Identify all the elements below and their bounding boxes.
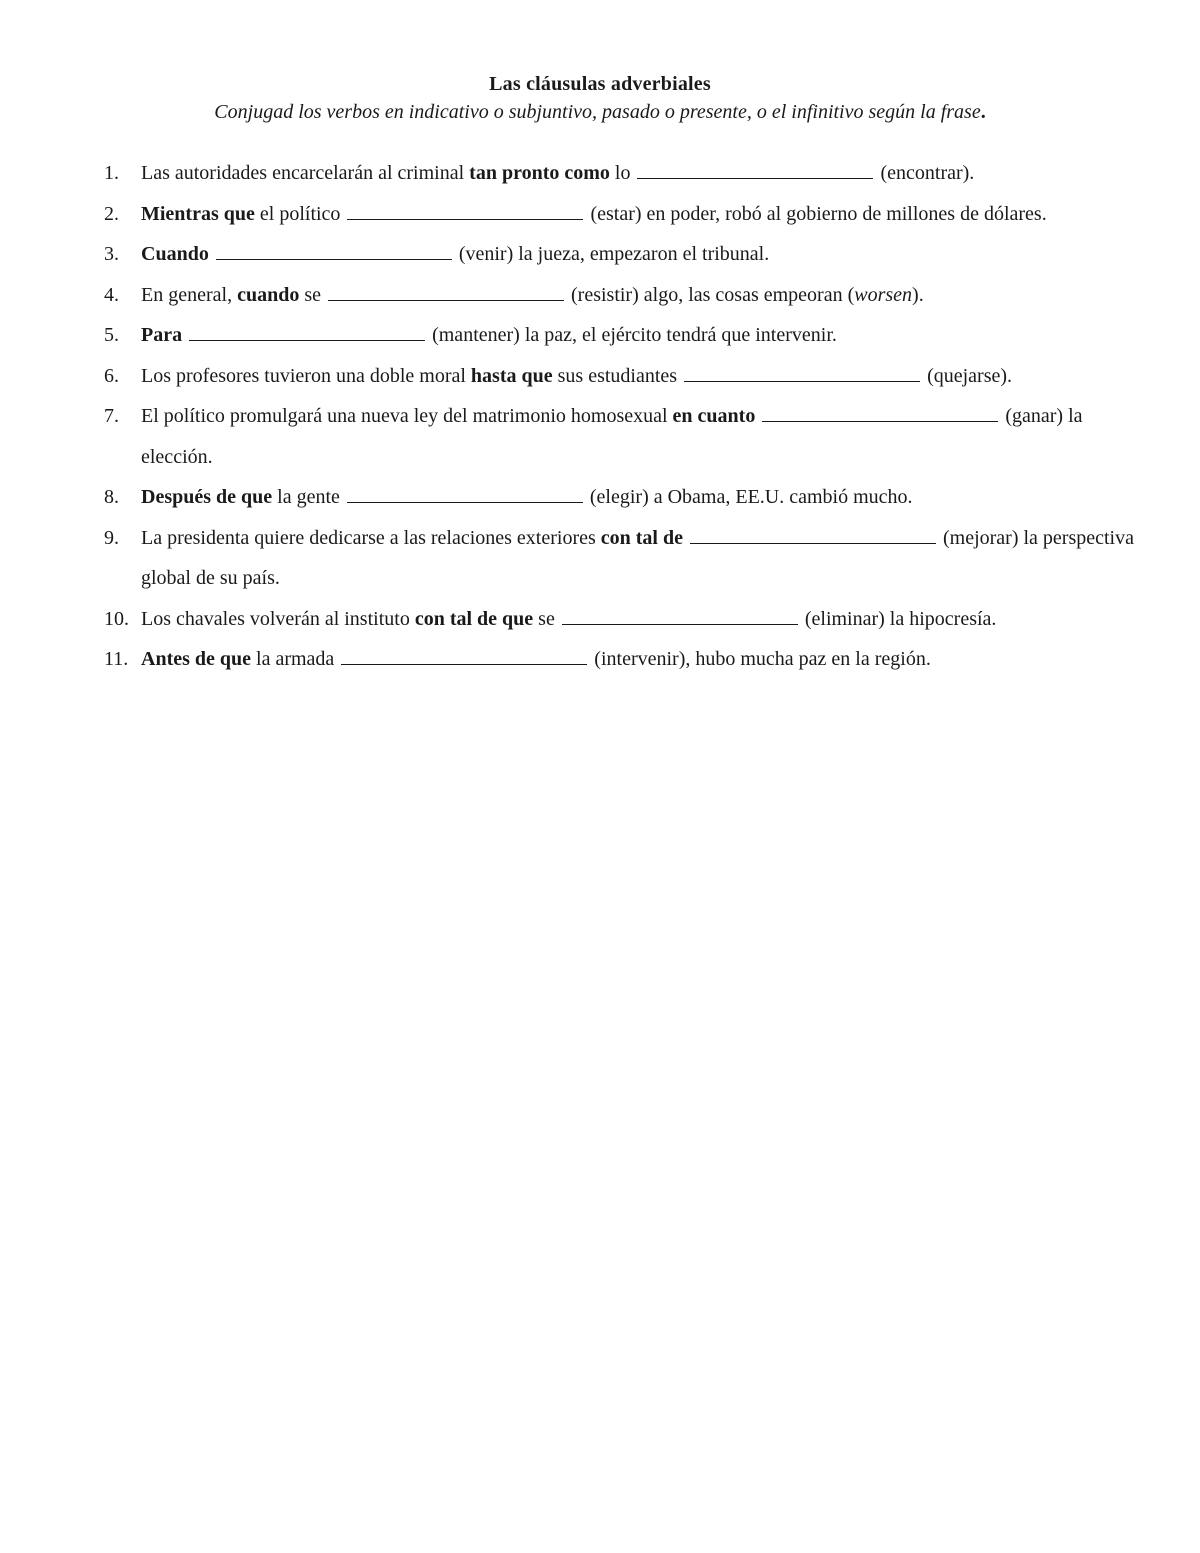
item-text: el político xyxy=(254,202,346,225)
item-number: 6. xyxy=(104,364,119,387)
item-text: la gente xyxy=(272,486,345,508)
item-text: (mejorar) la perspectiva global de su país. xyxy=(141,526,1134,589)
item-number: 10. xyxy=(104,607,129,630)
exercise-item-4 xyxy=(104,275,1144,316)
item-text xyxy=(683,527,688,549)
instructions xyxy=(0,101,1200,124)
item-number: 1. xyxy=(104,162,119,184)
exercise-item-9 xyxy=(104,518,1144,599)
item-text: sus estudiantes xyxy=(552,364,683,387)
item-text: (encontrar). xyxy=(875,162,975,184)
answer-blank[interactable] xyxy=(684,363,920,382)
item-conjunction: Después de que xyxy=(141,486,273,508)
item-number: 9. xyxy=(104,526,119,549)
item-conjunction: Antes de que xyxy=(141,648,252,670)
answer-blank[interactable] xyxy=(637,160,873,179)
page-title: Las cláusulas adverbiales xyxy=(489,73,711,95)
item-text xyxy=(209,243,214,265)
item-text: Las autoridades encarcelarán al criminal xyxy=(141,162,470,184)
item-number: 3. xyxy=(104,243,119,265)
exercise-item-7 xyxy=(104,396,1144,477)
item-text: se xyxy=(299,283,326,306)
answer-blank[interactable] xyxy=(328,282,564,301)
item-text: (venir) la jueza, empezaron el tribunal. xyxy=(453,243,770,265)
answer-blank[interactable] xyxy=(562,606,798,625)
item-text xyxy=(182,324,187,346)
answer-blank[interactable] xyxy=(690,525,936,544)
answer-blank[interactable] xyxy=(347,484,583,503)
exercise-list xyxy=(104,153,1144,680)
answer-blank[interactable] xyxy=(341,646,587,665)
item-number: 7. xyxy=(104,405,119,427)
item-conjunction: en cuanto xyxy=(672,405,756,427)
item-text: ). xyxy=(912,283,924,306)
item-text: En general, xyxy=(141,283,238,306)
item-number: 11. xyxy=(104,648,129,670)
item-text: se xyxy=(533,607,560,630)
item-translation: worsen xyxy=(854,283,913,306)
item-conjunction: Mientras que xyxy=(141,202,255,225)
item-conjunction: Cuando xyxy=(141,243,209,265)
item-conjunction: con tal de xyxy=(600,526,683,549)
item-text: (resistir) algo, las cosas empeoran ( xyxy=(566,283,855,306)
exercise-item-6 xyxy=(104,356,1144,397)
instructions-text: Conjugad los verbos en indicativo o subjuntivo, pasado o presente, o el infinitivo según la frase xyxy=(214,101,981,123)
item-text: (ganar) la elección. xyxy=(141,405,1083,468)
exercise-item-1 xyxy=(104,153,1144,194)
item-text: La presidenta quiere dedicarse a las relaciones exteriores xyxy=(141,526,601,549)
item-text: (eliminar) la hipocresía. xyxy=(799,607,997,630)
item-number: 4. xyxy=(104,283,119,306)
item-text: (quejarse). xyxy=(922,364,1013,387)
exercise-item-3 xyxy=(104,234,1144,275)
item-text: la armada xyxy=(251,648,340,670)
item-conjunction: tan pronto como xyxy=(469,162,610,184)
item-text: (estar) en poder, robó al gobierno de millones de dólares. xyxy=(585,202,1047,225)
answer-blank[interactable] xyxy=(216,241,452,260)
exercise-item-11 xyxy=(104,639,1144,680)
exercise-item-2 xyxy=(104,194,1144,235)
item-text: Los profesores tuvieron una doble moral xyxy=(141,364,471,387)
item-text: El político promulgará una nueva ley del matrimonio homosexual xyxy=(141,405,673,427)
item-text: (intervenir), hubo mucha paz en la región. xyxy=(589,648,931,670)
item-text: lo xyxy=(609,162,636,184)
exercise-item-5 xyxy=(104,315,1144,356)
item-text: (mantener) la paz, el ejército tendrá que intervenir. xyxy=(427,324,837,346)
answer-blank[interactable] xyxy=(189,322,425,341)
exercise-item-8 xyxy=(104,477,1144,518)
instructions-period: . xyxy=(980,101,986,123)
item-conjunction: hasta que xyxy=(470,364,553,387)
item-number: 8. xyxy=(104,486,119,508)
item-number: 5. xyxy=(104,324,119,346)
item-text xyxy=(755,405,760,427)
item-text: (elegir) a Obama, EE.U. cambió mucho. xyxy=(584,486,913,508)
exercise-item-10 xyxy=(104,599,1144,640)
item-conjunction: con tal de que xyxy=(414,607,534,630)
item-text: Los chavales volverán al instituto xyxy=(141,607,415,630)
item-conjunction: cuando xyxy=(237,283,300,306)
answer-blank[interactable] xyxy=(347,201,583,220)
item-conjunction: Para xyxy=(141,324,183,346)
answer-blank[interactable] xyxy=(762,403,998,422)
item-number: 2. xyxy=(104,202,119,225)
